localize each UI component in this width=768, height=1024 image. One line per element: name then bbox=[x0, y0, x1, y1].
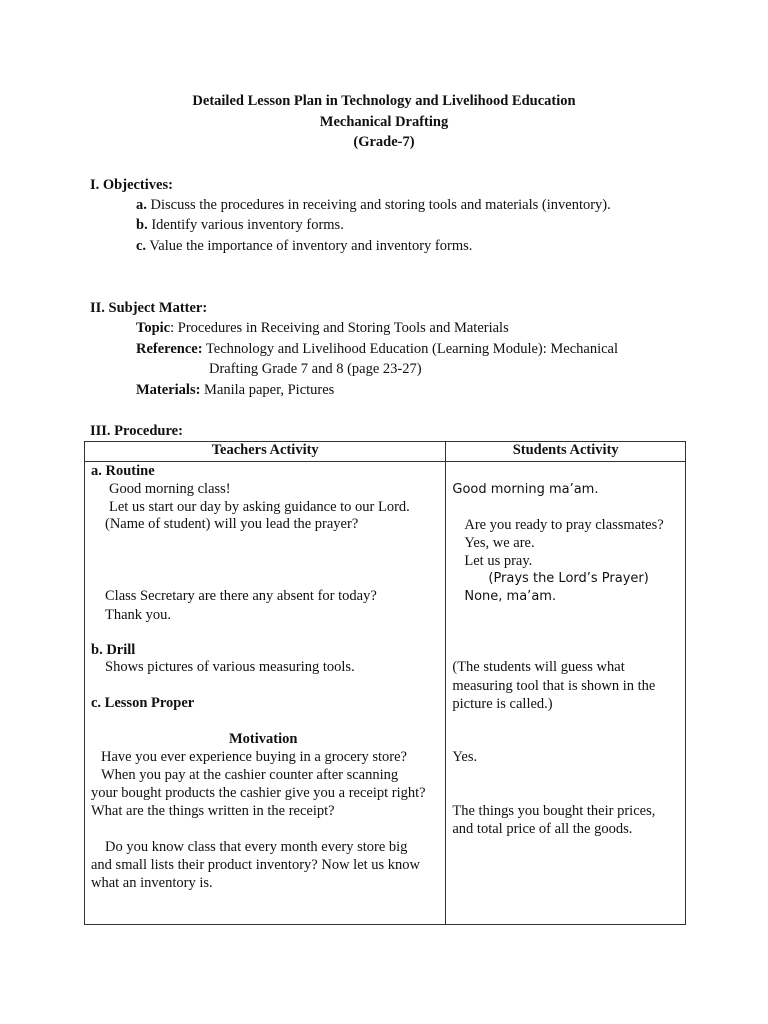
teacher-line: Good morning class! bbox=[109, 481, 231, 497]
student-line: Good morning ma’am. bbox=[452, 482, 599, 497]
student-line: Yes, we are. bbox=[464, 535, 535, 551]
objective-letter: a. bbox=[136, 197, 147, 213]
teacher-line: Have you ever experience buying in a grocery store? bbox=[101, 749, 407, 765]
grade-label: (Grade-7) bbox=[353, 134, 415, 150]
reference-line bbox=[136, 339, 618, 359]
student-line: Yes. bbox=[452, 749, 478, 765]
lesson-proper-heading: c. Lesson Proper bbox=[91, 695, 195, 711]
materials-label: Materials: bbox=[136, 382, 201, 398]
motivation-heading: Motivation bbox=[229, 731, 298, 747]
student-line: picture is called.) bbox=[452, 696, 553, 712]
objective-text: Identify various inventory forms. bbox=[147, 217, 344, 233]
reference-value: Technology and Livelihood Education (Learning Module): Mechanical bbox=[202, 341, 619, 357]
subject-matter-heading: II. Subject Matter: bbox=[90, 300, 208, 316]
materials-line bbox=[136, 380, 334, 400]
topic-value: : Procedures in Receiving and Storing Tools and Materials bbox=[170, 320, 509, 336]
students-activity-header: Students Activity bbox=[446, 442, 686, 462]
objective-a bbox=[136, 195, 611, 215]
objective-c bbox=[136, 236, 472, 256]
topic-label: Topic bbox=[136, 320, 171, 336]
teachers-activity-header: Teachers Activity bbox=[85, 442, 446, 462]
student-line: Let us pray. bbox=[464, 553, 533, 569]
student-line: (Prays the Lord’s Prayer) bbox=[488, 571, 649, 586]
document-subtitle: Mechanical Drafting bbox=[319, 114, 449, 130]
topic-line bbox=[136, 318, 509, 338]
student-line: None, ma’am. bbox=[464, 589, 557, 604]
drill-heading: b. Drill bbox=[91, 642, 136, 658]
teacher-line: Class Secretary are there any absent for today? bbox=[105, 588, 377, 604]
routine-heading: a. Routine bbox=[91, 463, 155, 479]
teacher-line: your bought products the cashier give you a receipt right? bbox=[91, 785, 426, 801]
document-title: Detailed Lesson Plan in Technology and Livelihood Education bbox=[192, 93, 576, 109]
table-header-row bbox=[85, 442, 686, 462]
teacher-line: When you pay at the cashier counter after scanning bbox=[101, 767, 399, 783]
student-line: Are you ready to pray classmates? bbox=[464, 517, 664, 533]
teacher-line: What are the things written in the receipt? bbox=[91, 803, 335, 819]
teachers-activity-cell bbox=[85, 462, 446, 925]
procedure-table bbox=[84, 441, 686, 925]
table-body-row bbox=[85, 462, 686, 925]
teacher-line: Shows pictures of various measuring tools. bbox=[105, 659, 355, 675]
objective-letter: c. bbox=[136, 238, 147, 254]
materials-value: Manila paper, Pictures bbox=[200, 382, 335, 398]
procedure-heading: III. Procedure: bbox=[90, 423, 183, 439]
teacher-line: Let us start our day by asking guidance to our Lord. bbox=[109, 499, 410, 515]
teacher-line: what an inventory is. bbox=[91, 875, 213, 891]
student-line: and total price of all the goods. bbox=[452, 821, 633, 837]
reference-continuation: Drafting Grade 7 and 8 (page 23-27) bbox=[209, 361, 422, 377]
objectives-heading: I. Objectives: bbox=[90, 177, 173, 193]
objective-text: Value the importance of inventory and inventory forms. bbox=[146, 238, 473, 254]
teacher-line: (Name of student) will you lead the prayer? bbox=[105, 516, 359, 532]
objective-letter: b. bbox=[136, 217, 148, 233]
objective-text: Discuss the procedures in receiving and storing tools and materials (inventory). bbox=[146, 197, 611, 213]
student-line: (The students will guess what bbox=[452, 659, 625, 675]
student-line: measuring tool that is shown in the bbox=[452, 678, 656, 694]
teacher-line: Do you know class that every month every store big bbox=[105, 839, 408, 855]
teacher-line: and small lists their product inventory? Now let us know bbox=[91, 857, 421, 873]
reference-label: Reference: bbox=[136, 341, 203, 357]
student-line: The things you bought their prices, bbox=[452, 803, 656, 819]
objective-b bbox=[136, 215, 344, 235]
students-activity-cell bbox=[446, 462, 686, 925]
teacher-line: Thank you. bbox=[105, 607, 172, 623]
